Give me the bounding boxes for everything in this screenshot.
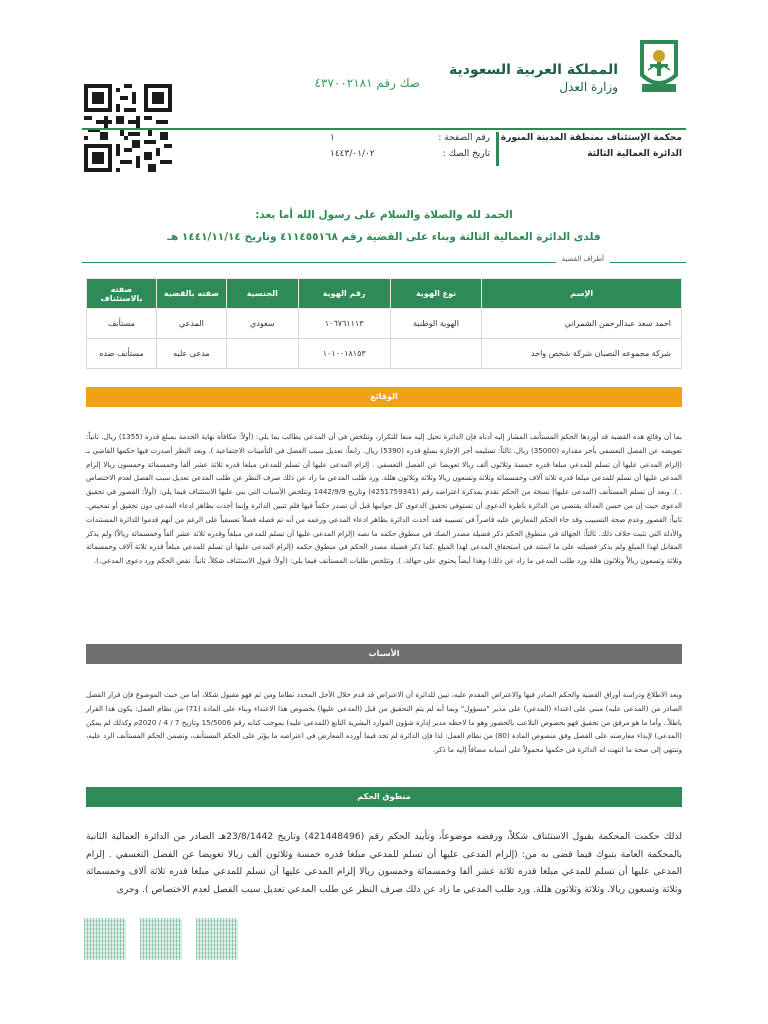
cell: ١٠٦٧٦١١١٣ (298, 309, 390, 339)
opening-greeting: الحمد لله والصلاة والسلام على رسول الله أما بعد: (255, 209, 513, 221)
court-name: محكمة الإستئناف بمنطقة المدينة المنورة (500, 133, 682, 143)
verification-stamp-icon (140, 918, 182, 960)
cell: مستأنف ضده (87, 339, 157, 369)
court-info (500, 130, 682, 162)
kingdom-title: المملكة العربية السعودية (449, 62, 618, 78)
parties-divider-right (610, 262, 686, 263)
parties-header-row (87, 279, 682, 309)
cell: شركة مجموعه النصبان شركة شخص واحد (482, 339, 682, 369)
table-row (87, 339, 682, 369)
facts-section-header: الوقائع (86, 387, 682, 407)
cell: المدعي (156, 309, 226, 339)
verification-stamp-icon (84, 918, 126, 960)
col-id-type: نوع الهوية (390, 279, 482, 309)
page-info (330, 130, 490, 162)
reasons-section-header: الأسباب (86, 644, 682, 664)
reasons-text: وبعد الاطلاع ودراسة أوراق القضية والحكم الصادر فيها والاعتراض المقدم عليه، تبين للدائرة أن الاعتراض قد قدم خلال الأجل المحدد نظاما ومن ثم فهو مقبول شكلا، أما من حيث الموضوع فإن قرار الفصل الصادر من (المدعى عليه) مبني على اعتداء (المدعي) على مدير "مسؤول" وبما أنه لم يتم التحقيق من قبل (المدعى عليها) بخصوص هذا الاعتداء وبناء على المادة (71) من نظام العمل: يكون هذا القرار باطلاً.. وأما ما هو مرفق من تحقيق فهو بخصوص التلاعب بالحضور وهو ما لاحظه مدير إدارة شؤون الموارد البشرية التابع (للمدعى عليه) بموجب كتابه رقم 15/5006 وتاريخ 7 / 4 / 2020م وكذلك لم يمكن (المدعي) لإبداء معارضته على الفصل وفق منصوص المادة (80) من نظام العمل: لذا فإن الدائرة لم تجد فيما أورده المعارض في اعتراضه ما يؤثر على الحكم المستأنف، وتضمن الحكم المستأنف الرد عليه، وتنتهي إلى صحة ما انتهت له الدائرة في حكمها محمولاً على أسبابه مضافاً إليه ما ذكر. (86, 690, 682, 755)
col-nationality: الجنسية (226, 279, 298, 309)
ministry-emblem-icon (630, 36, 688, 98)
circuit-name: الدائرة العمالية الثالثة (587, 149, 682, 159)
ruling-text: لذلك حكمت المحكمة بقبول الاستئناف شكلاً، ورفضه موضوعاً، وتأييد الحكم رقم (421448496) وتاريخ 23/8/1442هـ الصادر من الدائرة العمالية الثانية بالمحكمة العامة بتبوك فيما قضى به من: (إلزام المدعى عليها أن تسلم للمدعي مبلغا قدره خمسة وثلاثون ألف ريالا تعويضا عن الفصل التعسفي . إلزام المدعى عليها أن تسلم للمدعي مبلغا قدره ثلاثة عشر ألفا وخمسمائة وخمسون ريالا إلزام المدعى عليها أن تسلم للمدعي مبلغا قدره ثلاثة آلاف وخمسمائة وثلاثة وتسعون ريالا. وثلاثة وثلاثون هللة. ورد طلب المدعي ما زاد عن ذلك صرف النظر عن طلب المدعي تعديل سبب الفصل لعدم الاختصاص ). وجرى (86, 831, 682, 895)
ruling-section-header: منطوق الحكم (86, 787, 682, 807)
cell (390, 339, 482, 369)
parties-table (86, 278, 682, 369)
cell: مستأنف (87, 309, 157, 339)
cell: سعودي (226, 309, 298, 339)
col-case-role: صفته بالقضية (156, 279, 226, 309)
cell (226, 339, 298, 369)
info-separator (496, 132, 499, 166)
deed-date-value: ١٤٤٣/٠١/٠٢ (330, 149, 375, 159)
cell: ١٠١٠٠١٨١٥٣ (298, 339, 390, 369)
ministry-title: وزارة العدل (559, 80, 618, 94)
cell: الهوية الوطنية (390, 309, 482, 339)
deed-date-label: تاريخ الصك : (442, 149, 490, 159)
deed-number: صك رقم ٤٣٧٠٠٢١٨١ (314, 76, 420, 90)
page-number-value: ١ (330, 133, 335, 143)
page-number-label: رقم الصفحة : (438, 133, 490, 143)
col-appeal-role: صفته بالاستئناف (87, 279, 157, 309)
opening-case-line: فلدى الدائرة العمالية الثالثة وبناء على القضية رقم ٤١١٤٥٥١٦٨ وتاريخ ١٤٤١/١١/١٤ هـ (167, 231, 601, 243)
col-id-number: رقم الهوية (298, 279, 390, 309)
col-name: الإسم (482, 279, 682, 309)
facts-text: بما أن وقائع هذه القضية قد أوردها الحكم المستأنف المشار إليه أدناه فإن الدائرة تحيل إليه منعا للتكرار، وتتلخص في أن المدعي يطالب بما يلي: (أولاً: مكافأة نهاية الخدمة بمبلغ قدره (1355) ريال. ثانياً: تعويضه عن الفصل التعسفي بأجر مقداره (35000) ريال. ثالثاً: تسليمه أجر الإجازة بمبلغ قدره (5390) ريال. رابعاً: تعديل سبب الفصل في التأمينات الاجتماعية ). وبعد النظر أصدرت فيها حكمها القاضي بـ (إلزام المدعى عليها أن تسلم للمدعي مبلغا قدره خمسة وثلاثون ألف ريالا تعويضا عن الفصل التعسفي . إلزام المدعى عليها أن تسلم للمدعي مبلغا قدره ثلاثة عشر ألفا وخمسمائة وخمسون ريالا إلزام المدعى عليها أن تسلم للمدعي مبلغا قدره ثلاثة آلاف وخمسمائة وثلاثة وتسعون ريالا وثلاثة وثلاثون هللة. ورد طلب المدعي ما زاد عن ذلك صرف النظر عن طلب المدعي تعديل سبب الفصل لعدم الاختصاص . ). وبعد أن تسلم المستأنف (المدعى عليها) نسخة من الحكم تقدم بمذكرة اعتراضه رقم (4251759341) وتاريخ 1442/9/9 وتتلخص الأسباب التي بني عليها الاستئناف فيما يلي: (أولاً: القصور في تحقيق الدعوى حيث إن من حسن العدالة يقتضي من الدائرة ناظرة الدعوى أن تستوفي تحقيق الدعوى كل جوانبها قبل أن تصدر حكماً فيها فلم تتبين الدائرة وإنما أخذت بظاهر ادعاء المدعي دون تحقيق أو تمحيص. ثانياً: القصور وعدم صحة التسبيب وقد جاء الحكم المعارض عليه قاصراً في تسبيبه فقد أخذت الدائرة بظاهر ادعاء المدعي وزعمه من أنه تم فصله فصلاً تعسفياً على الرغم من أنهم قدموا للدائرة المستندات والأدلة التي تثبت خلاف ذلك. ثالثاً: الجهالة في منطوق الحكم ذكر فضيلة مصدر الصك في منطوق حكمه ما نصه (إلزام المدعى عليها أن تسلم للمدعي مبلغاً وقدره ثلاثة عشر ألفاً وخمسمائة ريالاً) ولم يذكر المقابل لهذا المبلغ ولم يذكر فضيلته على ما استند في استحقاق المدعي لهذا المبلغ .كما ذكر فضيلة مصدر الحكم في منطوق حكمه (إلزام المدعى عليها أن تسلم للمدعي مبلغاً قدره ثلاثة آلاف وخمسمائة وثلاثة وتسعون ريالاً وثلاثون هللة ورد طلب المدعي ما زاد عن ذلك) وهذا أيضاً يحتوي على جهالة. ). وتتلخص طلبات المستأنف فيما يلي: (أولاً: قبول الاستئناف شكلاً. ثانياً: نقض الحكم ورد دعوى المدعي.). (86, 432, 682, 566)
verification-stamp-icon (196, 918, 238, 960)
cell: احمد سعد عبدالرحمن الشمراني (482, 309, 682, 339)
opening (82, 204, 686, 248)
table-row (87, 309, 682, 339)
parties-divider (82, 262, 556, 263)
cell: مدعى عليه (156, 339, 226, 369)
parties-label: أطراف القضية (561, 255, 604, 263)
